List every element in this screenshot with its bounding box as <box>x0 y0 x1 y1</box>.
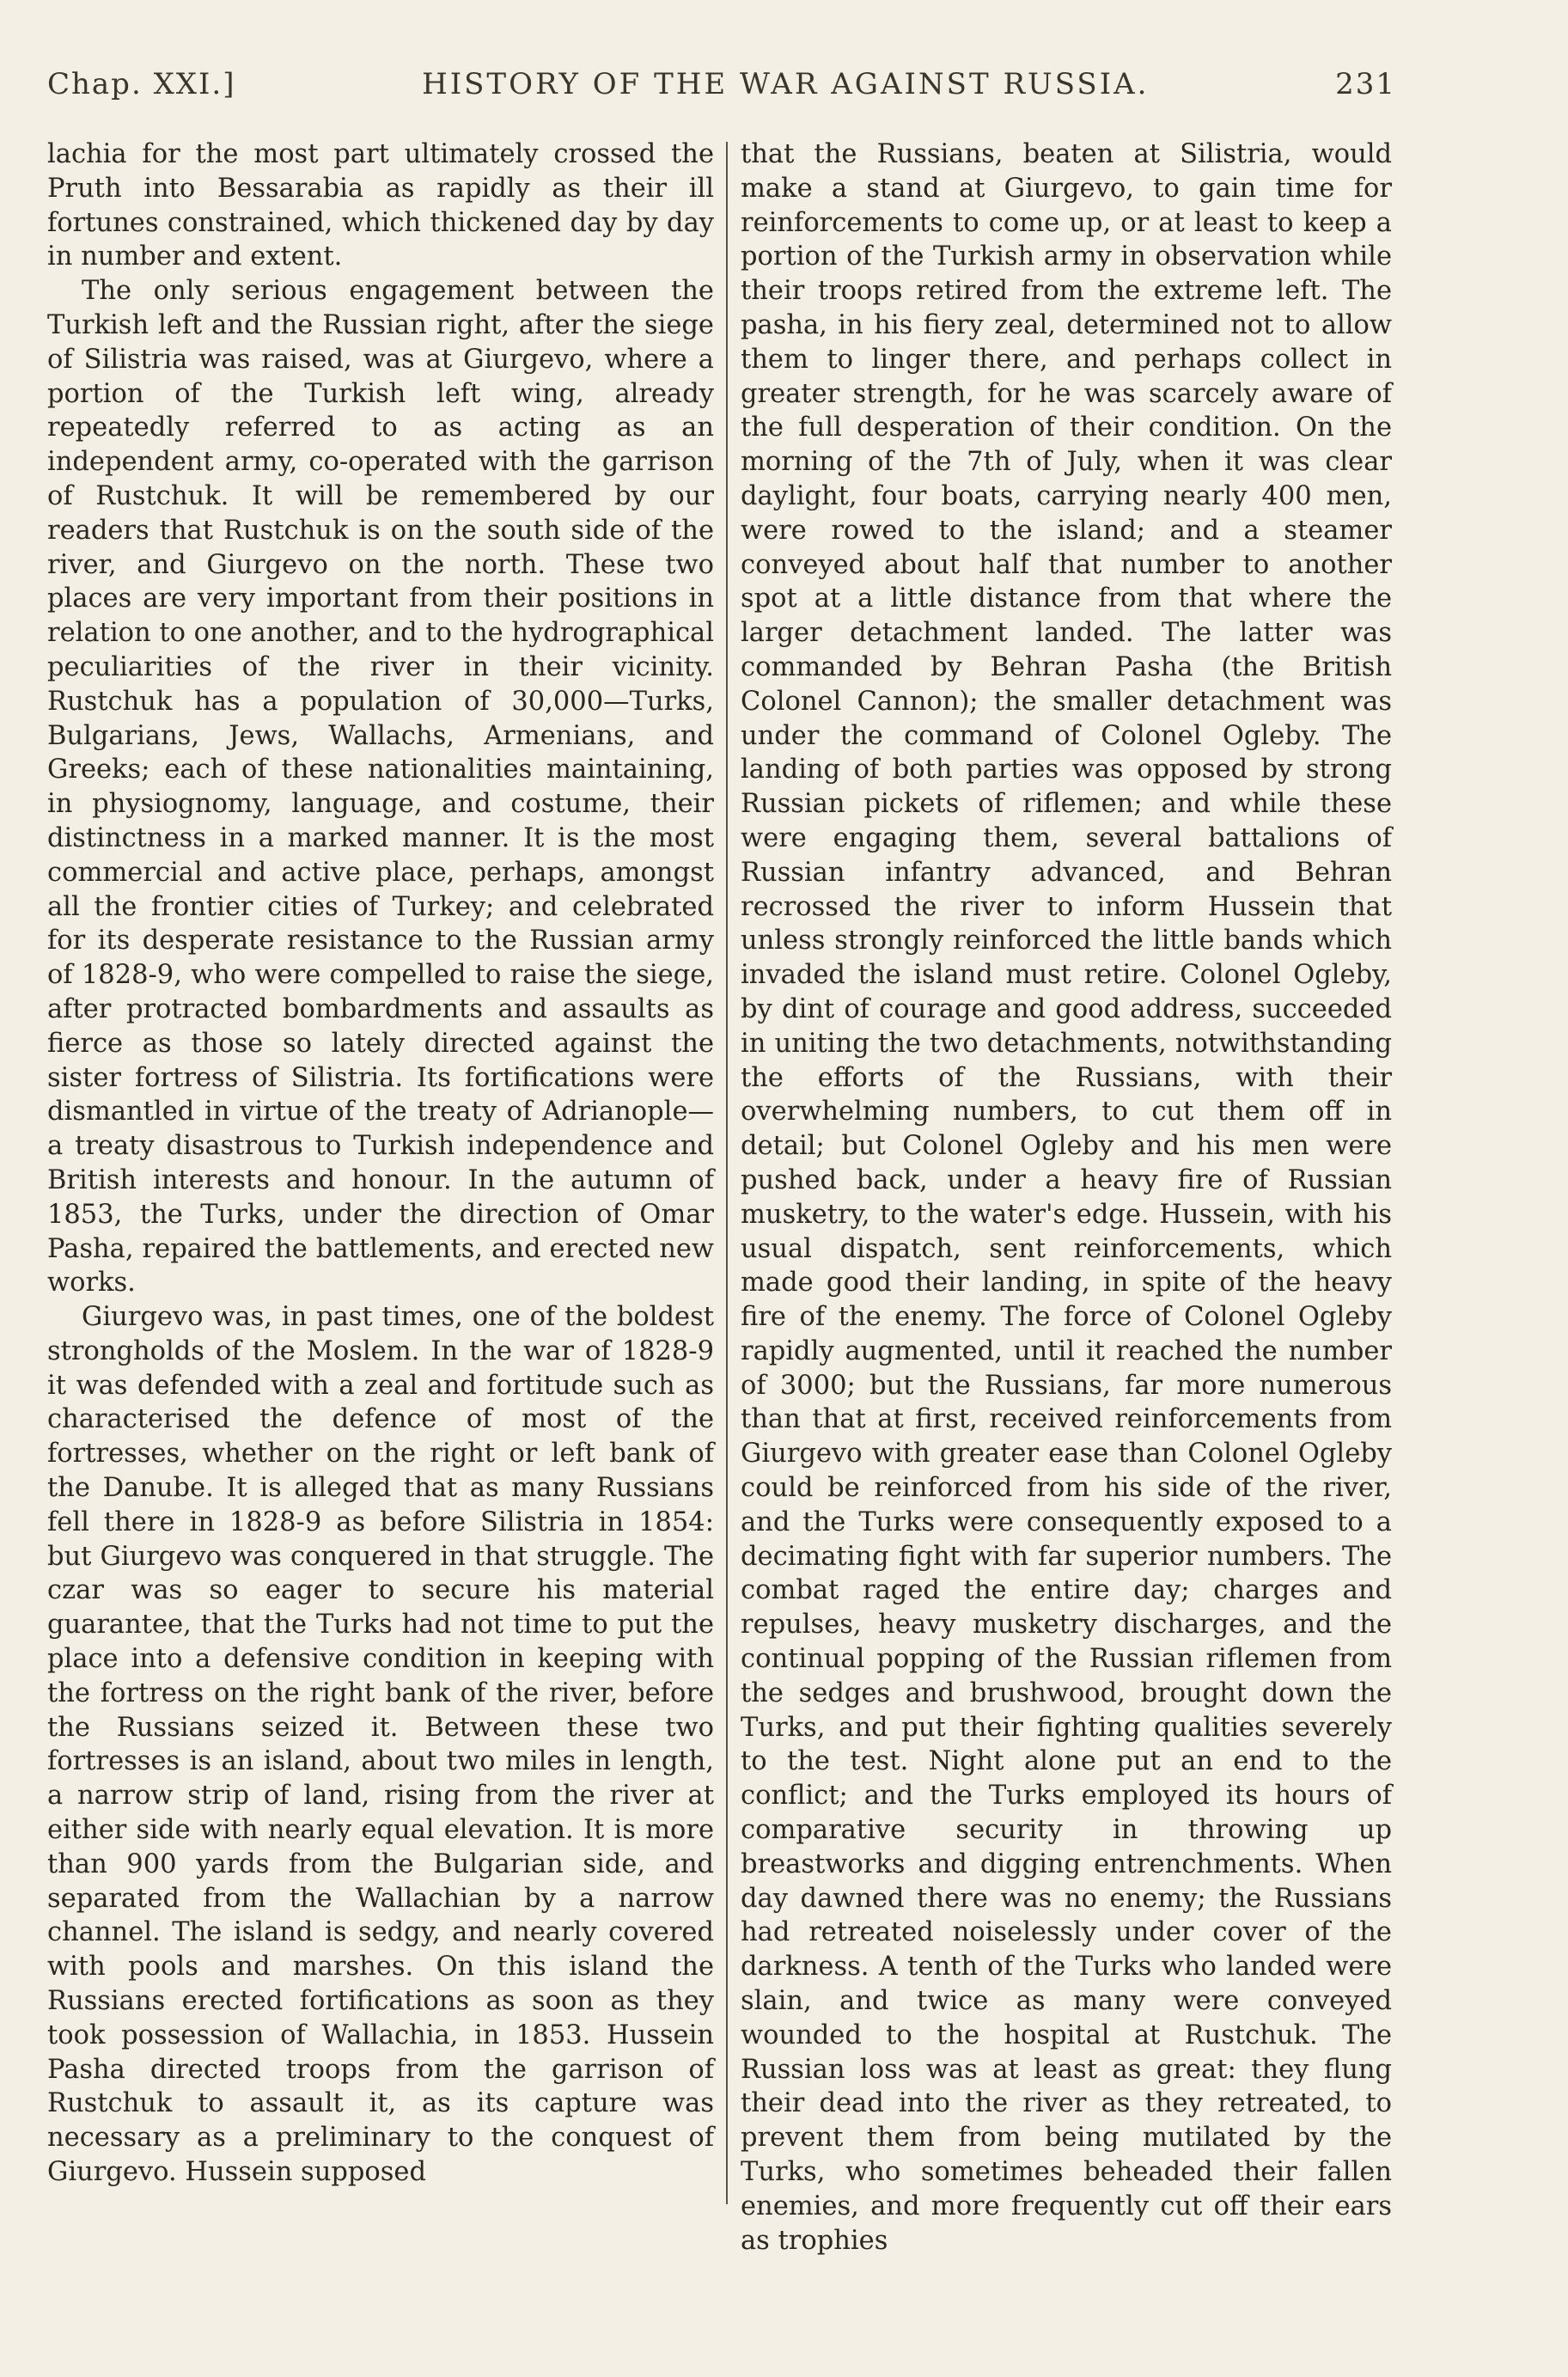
page-title: HISTORY OF THE WAR AGAINST RUSSIA. <box>422 67 1150 101</box>
paragraph: lachia for the most part ultimately crossed the Pruth into Bessarabia as rapidly as their ill fortunes constrained, which thickened day by day in number and extent. <box>47 139 714 272</box>
paragraph: Giurgevo was, in past times, one of the boldest strongholds of the Moslem. In the war of 1828-9 it was defended with a zeal and fortitude such as characterised the defence of most of the fortresses, whether on the right or left bank of the Danube. It is alleged that as many Russians fell there in 1828-9 as before Silistria in 1854: but Giurgevo was conquered in that struggle. The czar was so eager to secure his material guarantee, that the Turks had not time to put the place into a defensive condition in keeping with the fortress on the right bank of the river, before the Russians seized it. Between these two fortresses is an island, about two miles in length, a narrow strip of land, rising from the river at either side with nearly equal elevation. It is more than 900 yards from the Bulgarian side, and separated from the Wallachian by a narrow channel. The island is sedgy, and nearly covered with pools and marshes. On this island the Russians erected fortifications as soon as they took possession of Wallachia, in 1853. Hussein Pasha directed troops from the garrison of Rustchuk to assault it, as its capture was necessary as a preliminary to the conquest of Giurgevo. Hussein supposed <box>47 1302 714 2188</box>
left-column <box>47 137 714 2190</box>
paragraph: The only serious engagement between the Turkish left and the Russian right, after the siege of Silistria was raised, was at Giurgevo, where a portion of the Turkish left wing, already repeatedly referred to as acting as an independent army, co-operated with the garrison of Rustchuk. It will be remembered by our readers that Rustchuk is on the south side of the river, and Giurgevo on the north. These two places are very important from their positions in relation to one another, and to the hydrographical peculiarities of the river in their vicinity. Rustchuk has a population of 30,000—Turks, Bulgarians, Jews, Wallachs, Armenians, and Greeks; each of these nationalities maintaining, in physiognomy, language, and costume, their distinctness in a marked manner. It is the most commercial and active place, perhaps, amongst all the frontier cities of Turkey; and celebrated for its desperate resistance to the Russian army of 1828-9, who were compelled to raise the siege, after protracted bombardments and assaults as fierce as those so lately directed against the sister fortress of Silistria. Its fortifications were dismantled in virtue of the treaty of Adrianople—a treaty disastrous to Turkish independence and British interests and honour. In the autumn of 1853, the Turks, under the direction of Omar Pasha, repaired the battlements, and erected new works. <box>47 276 714 1298</box>
paragraph: that the Russians, beaten at Silistria, would make a stand at Giurgevo, to gain time for reinforcements to come up, or at least to keep a portion of the Turkish army in observation while their troops retired from the extreme left. The pasha, in his fiery zeal, determined not to allow them to linger there, and perhaps collect in greater strength, for he was scarcely aware of the full desperation of their condition. On the morning of the 7th of July, when it was clear daylight, four boats, carrying nearly 400 men, were rowed to the island; and a steamer conveyed about half that number to another spot at a little distance from that where the larger detachment landed. The latter was commanded by Behran Pasha (the British Colonel Cannon); the smaller detachment was under the command of Colonel Ogleby. The landing of both parties was opposed by strong Russian pickets of riflemen; and while these were engaging them, several battalions of Russian infantry advanced, and Behran recrossed the river to inform Hussein that unless strongly reinforced the little bands which invaded the island must retire. Colonel Ogleby, by dint of courage and good address, succeeded in uniting the two detachments, notwithstanding the efforts of the Russians, with their overwhelming numbers, to cut them off in detail; but Colonel Ogleby and his men were pushed back, under a heavy fire of Russian musketry, to the water's edge. Hussein, with his usual dispatch, sent reinforcements, which made good their landing, in spite of the heavy fire of the enemy. The force of Colonel Ogleby rapidly augmented, until it reached the number of 3000; but the Russians, far more numerous than that at first, received reinforcements from Giurgevo with greater ease than Colonel Ogleby could be reinforced from his side of the river, and the Turks were consequently exposed to a decimating fight with far superior numbers. The combat raged the entire day; charges and repulses, heavy musketry discharges, and the continual popping of the Russian riflemen from the sedges and brushwood, brought down the Turks, and put their fighting qualities severely to the test. Night alone put an end to the conflict; and the Turks employed its hours of comparative security in throwing up breastworks and digging entrenchments. When day dawned there was no enemy; the Russians had retreated noiselessly under cover of the darkness. A tenth of the Turks who landed were slain, and twice as many were conveyed wounded to the hospital at Rustchuk. The Russian loss was at least as great: they flung their dead into the river as they retreated, to prevent them from being mutilated by the Turks, who sometimes beheaded their fallen enemies, and more frequently cut off their ears as trophies <box>741 139 1392 2256</box>
chapter-label: Chap. XXI.] <box>47 67 236 101</box>
page-number: 231 <box>1335 67 1396 101</box>
column-divider <box>726 142 728 2204</box>
running-header <box>47 67 1396 119</box>
right-column <box>741 137 1392 2258</box>
